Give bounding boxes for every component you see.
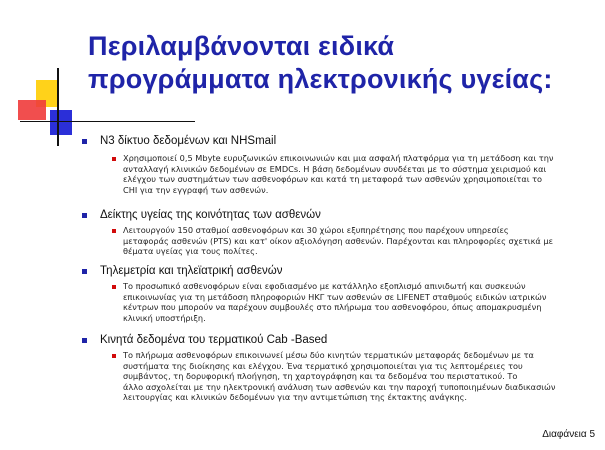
sub-bullet-line: επικοινωνίας για τη μετάδοση πληροφοριών ΗΚΓ των ασθενών σε LIFENET σταθμούς ειδικών ιατρικών (123, 291, 547, 302)
sub-bullet-text (123, 153, 554, 195)
sub-bullet-line: κέντρων που μπορούν να παρέχουν συμβουλές στο πλήρωμα του ασθενοφόρου, όπως απομακρυσμένη (123, 302, 542, 312)
sub-bullet-line: Το πλήρωμα ασθενοφόρων επικοινωνεί μέσω δύο κινητών τερματικών μεταφοράς δεδομένων με τα (123, 350, 534, 360)
sub-bullet-marker (112, 285, 116, 289)
sub-bullet-marker (112, 157, 116, 161)
deco-horizontal-line (20, 121, 195, 122)
bullet-marker (82, 139, 87, 144)
sub-bullet-marker (112, 354, 116, 358)
sub-bullet-line: ελέγχου των συστημάτων των ασθενοφόρων και κατά τη μεταφορά των ασθενών χρησιμοποιείται το (123, 174, 543, 184)
sub-bullet-line: συμβάντος, τη δορυφορική πλοήγηση, τη χαρτογράφηση και τα δεδομένα του περιστατικού. Το (123, 371, 518, 381)
sub-bullet-text (123, 281, 546, 323)
sub-bullet-line: CHI για την εγγραφή των ασθενών. (123, 184, 269, 195)
bullet-heading: Τηλεμετρία και τηλεϊατρική ασθενών (100, 265, 283, 277)
sub-bullet-line: Το προσωπικό ασθενοφόρων είναι εφοδιασμένο με κατάλληλο εξοπλισμό απινιδωτή και συσκευών (123, 281, 526, 291)
sub-bullet-line: Λειτουργούν 150 σταθμοί ασθενοφόρων και 30 χώροι εξυπηρέτησης που παρέχουν υπηρεσίες (123, 225, 509, 235)
bullet-heading: Κινητά δεδομένα του τερματικού Cab -Based (100, 334, 328, 346)
sub-bullet-text (123, 350, 555, 403)
deco-blue-square (50, 110, 72, 135)
sub-bullet-line: κλινική υποστήριξη. (123, 312, 206, 323)
sub-bullet-line: θέματα υγείας για τους πολίτες. (123, 246, 258, 256)
slide-title-line-2: προγράμματα ηλεκτρονικής υγείας: (88, 64, 553, 94)
bullet-marker (82, 269, 87, 274)
sub-bullet-line: άλλο ασχολείται με την ηλεκτρονική ανάλυση των ασθενών και την παροχή τυποποιημένων διαδικασιών (123, 381, 556, 392)
sub-bullet-marker (112, 229, 116, 233)
bullet-heading: Δείκτης υγείας της κοινότητας των ασθενών (100, 209, 321, 221)
bullet-heading: N3 δίκτυο δεδομένων και NHSmail (100, 135, 277, 147)
slide-title-line-1: Περιλαμβάνονται ειδικά (88, 31, 395, 61)
sub-bullet-line: Χρησιμοποιεί 0,5 Mbyte ευρυζωνικών επικοινωνιών και μια ασφαλή πλατφόρμα για τη μετάδοση και την (123, 153, 554, 163)
sub-bullet-line: συστήματα της διοίκησης και ελέγχου. Ένα τερματικό χρησιμοποιείται για τις λεπτομέρειες του (123, 360, 523, 371)
deco-red-square (18, 100, 46, 120)
sub-bullet-line: ανταλλαγή κλινικών δεδομένων σε EMDCs. Η βάση δεδομένων συνδέεται με το σύστημα χειρισμού και (123, 163, 547, 174)
slide-number: Διαφάνεια 5 (542, 429, 595, 440)
bullet-marker (82, 213, 87, 218)
deco-vertical-line (57, 68, 59, 146)
slide-title (88, 30, 598, 96)
sub-bullet-text (123, 225, 553, 257)
sub-bullet-line: λειτουργίας και κλινικών δεδομένων για την αντιμετώπιση της έκτακτης ανάγκης. (123, 392, 468, 402)
bullet-marker (82, 338, 87, 343)
sub-bullet-line: μεταφοράς ασθενών (PTS) και κατ' οίκον αξιολόγηση ασθενών. Παρέχονται και πληροφορίες σχετικά με (123, 235, 554, 246)
